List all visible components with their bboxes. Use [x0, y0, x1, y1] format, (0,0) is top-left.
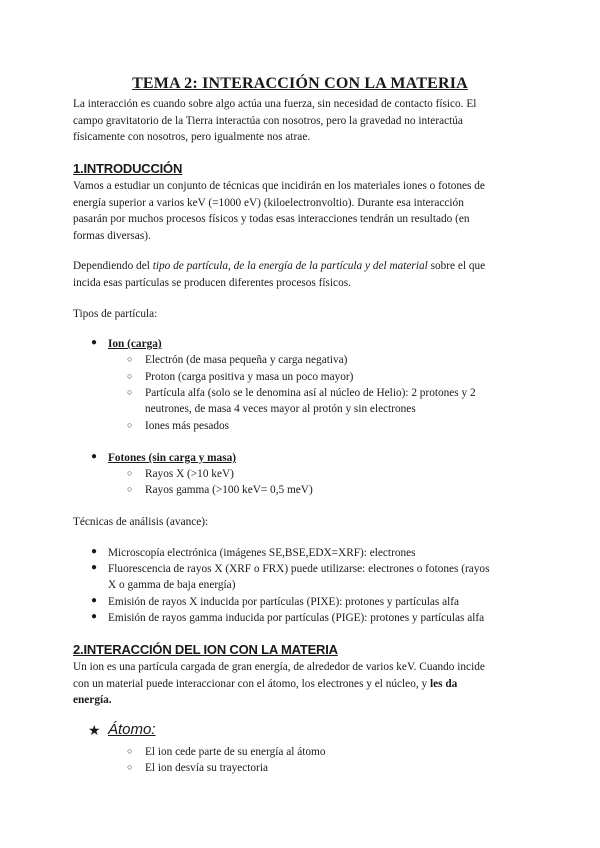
- ion-item: Electrón (de masa pequeña y carga negativa): [145, 354, 348, 366]
- circle-bullet-icon: ○: [127, 468, 133, 478]
- circle-bullet-icon: ○: [127, 484, 133, 494]
- paragraph-line: formas diversas).: [73, 229, 151, 242]
- intro-line: La interacción es cuando sobre algo actúa una fuerza, sin necesidad de contacto físico. El: [73, 98, 477, 110]
- section1-heading: 1.INTRODUCCIÓN: [73, 161, 183, 176]
- atomo-label: Átomo:: [108, 721, 156, 738]
- italic-text: tipo de partícula, de la energía de la partícula y del material: [152, 260, 428, 272]
- bullet-dot-icon: ●: [91, 337, 98, 348]
- text-span: sobre el que: [427, 260, 486, 272]
- bullet-dot-icon: ●: [91, 595, 98, 606]
- paragraph-line: energía superior a varios keV (=1000 eV) (kiloelectronvoltio). Durante esa interacción: [73, 196, 464, 209]
- atomo-item: El ion cede parte de su energía al átomo: [145, 746, 326, 758]
- bullet-dot-icon: ●: [91, 611, 98, 622]
- star-bullet-icon: ★: [88, 724, 101, 739]
- circle-bullet-icon: ○: [127, 420, 133, 430]
- page-title: TEMA 2: INTERACCIÓN CON LA MATERIA: [132, 75, 468, 92]
- bullet-dot-icon: ●: [91, 546, 98, 557]
- circle-bullet-icon: ○: [127, 746, 133, 756]
- technique-item: Emisión de rayos X inducida por partículas (PIXE): protones y partículas alfa: [108, 596, 460, 608]
- section2-heading: 2.INTERACCIÓN DEL ION CON LA MATERIA: [73, 642, 338, 657]
- photon-item: Rayos X (>10 keV): [145, 468, 234, 480]
- atomo-item: El ion desvía su trayectoria: [145, 762, 268, 774]
- text-span: con un material puede interaccionar con el átomo, los electrones y el núcleo, y: [73, 677, 430, 690]
- ion-label: Ion (carga): [108, 338, 162, 350]
- photon-item: Rayos gamma (>100 keV= 0,5 meV): [145, 484, 313, 496]
- circle-bullet-icon: ○: [127, 762, 133, 772]
- technique-item: Emisión de rayos gamma inducida por partículas (PIGE): protones y partículas alfa: [108, 612, 485, 624]
- technique-item-continued: X o gamma de baja energía): [108, 579, 236, 591]
- types-label: Tipos de partícula:: [73, 308, 158, 320]
- paragraph-line: [73, 258, 525, 275]
- intro-paragraph: [73, 96, 525, 146]
- section1-paragraph2: [73, 258, 525, 291]
- technique-item: Fluorescencia de rayos X (XRF o FRX) puede utilizarse: electrones o fotones (rayos: [108, 563, 490, 575]
- bullet-dot-icon: ●: [91, 562, 98, 573]
- paragraph-line: Vamos a estudiar un conjunto de técnicas que incidirán en los materiales iones o fotones de: [73, 180, 485, 192]
- paragraph-line: [73, 692, 525, 709]
- paragraph-line: [73, 676, 525, 693]
- paragraph-line: Un ion es una partícula cargada de gran energía, de alrededor de varios keV. Cuando incide: [73, 661, 485, 673]
- bullet-dot-icon: ●: [91, 451, 98, 462]
- intro-line: físicamente con nosotros, pero igualmente nos atrae.: [73, 131, 311, 143]
- ion-item: Iones más pesados: [145, 420, 230, 432]
- circle-bullet-icon: ○: [127, 387, 133, 397]
- technique-item: Microscopía electrónica (imágenes SE,BSE,EDX=XRF): electrones: [108, 547, 416, 559]
- circle-bullet-icon: ○: [127, 354, 133, 364]
- ion-item-continued: neutrones, de masa 4 veces mayor al protón y sin electrones: [145, 403, 416, 415]
- paragraph-line: pasarán por muchos procesos físicos y todas esas interacciones tendrán un resultado (en: [73, 213, 470, 225]
- bold-text: energía.: [73, 694, 112, 706]
- ion-item: Proton (carga positiva y masa un poco mayor): [145, 371, 354, 383]
- photon-label: Fotones (sin carga y masa): [108, 452, 237, 464]
- paragraph-line: incida esas partículas se producen diferentes procesos físicos.: [73, 276, 351, 289]
- section1-paragraph1: [73, 178, 525, 244]
- bold-text: les da: [429, 677, 458, 690]
- text-span: Dependiendo del: [73, 260, 153, 272]
- circle-bullet-icon: ○: [127, 371, 133, 381]
- intro-line: campo gravitatorio de la Tierra interactúa con nosotros, pero la gravedad no interactúa: [73, 114, 463, 127]
- ion-item: Partícula alfa (solo se le denomina así al núcleo de Helio): 2 protones y 2: [145, 387, 476, 399]
- section2-paragraph: [73, 659, 525, 709]
- techniques-label: Técnicas de análisis (avance):: [73, 516, 209, 528]
